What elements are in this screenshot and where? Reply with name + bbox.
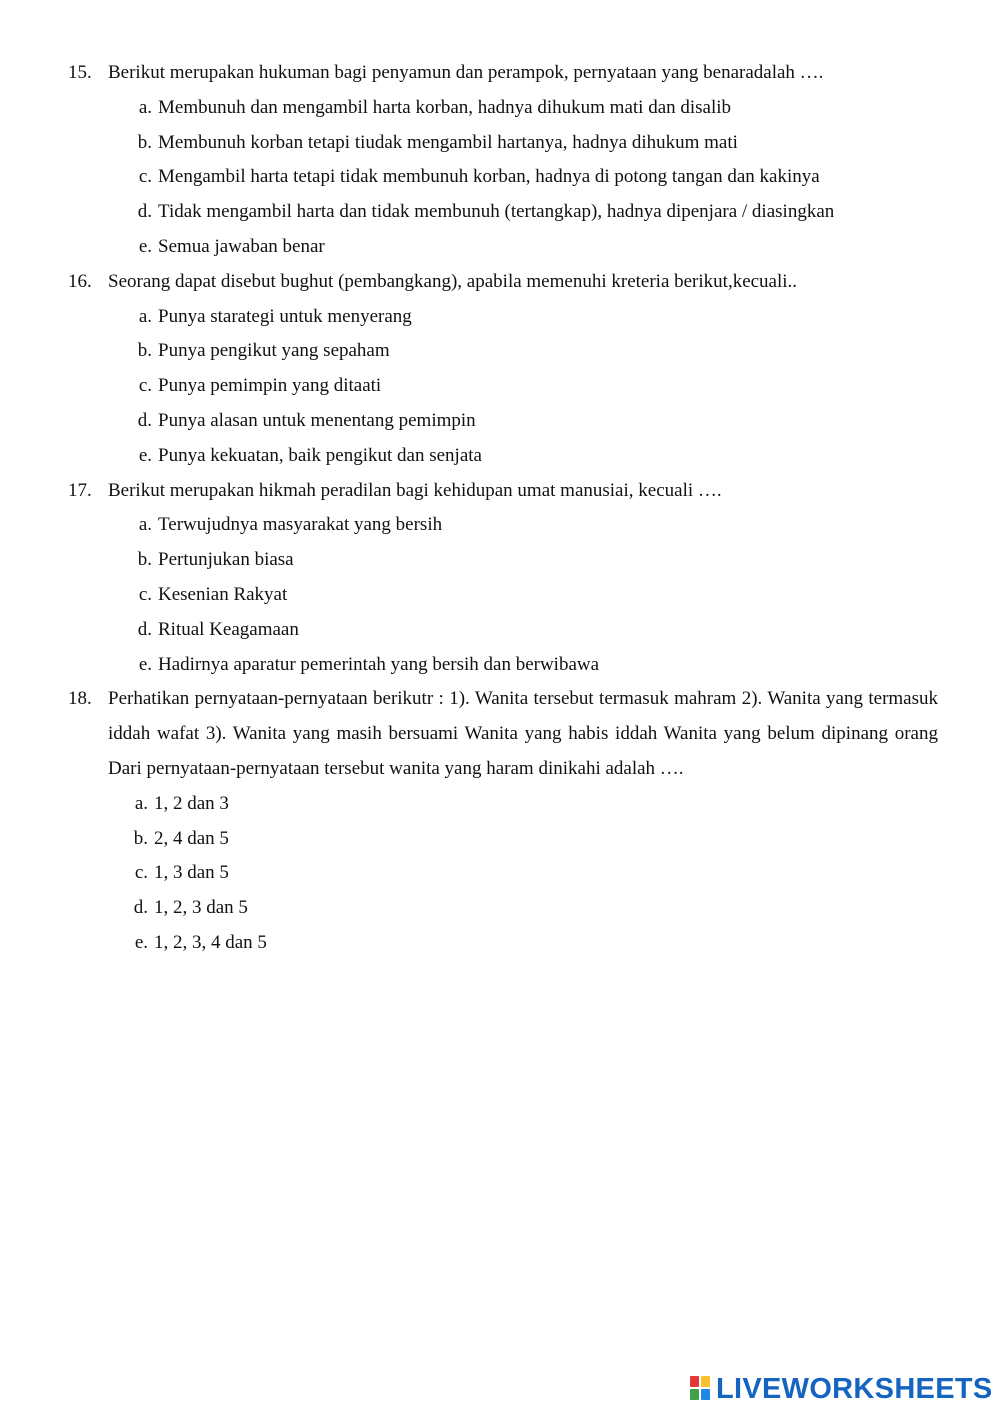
option-text: Ritual Keagamaan [158, 618, 299, 640]
option-text: Punya starategi untuk menyerang [158, 305, 412, 327]
option-letter: a. [138, 96, 152, 118]
option-letter: d. [133, 897, 148, 919]
question-text: Seorang dapat disebut bughut (pembangkang), apabila memenuhi kreteria berikut,kecuali.. [108, 270, 798, 292]
option-d [0, 195, 999, 230]
option-letter: b. [137, 340, 152, 362]
option-letter: c. [138, 166, 152, 188]
option-text: Mengambil harta tetapi tidak membunuh korban, hadnya di potong tangan dan kakinya [158, 166, 820, 188]
option-text: Tidak mengambil harta dan tidak membunuh (tertangkap), hadnya dipenjara / diasingkan [158, 201, 835, 223]
option-list [0, 91, 999, 265]
option-text: Membunuh korban tetapi tiudak mengambil hartanya, hadnya dihukum mati [158, 131, 738, 153]
question-18 [0, 682, 999, 960]
option-letter: e. [138, 653, 152, 675]
option-letter: d. [137, 201, 152, 223]
option-text: 2, 4 dan 5 [154, 827, 229, 849]
option-letter: a. [138, 305, 152, 327]
option-c [0, 856, 999, 891]
question-text: Berikut merupakan hikmah peradilan bagi kehidupan umat manusiai, kecuali …. [108, 479, 722, 501]
option-list [0, 300, 999, 474]
option-b [0, 822, 999, 857]
option-list [0, 787, 999, 961]
question-15 [0, 56, 999, 265]
option-text: Membunuh dan mengambil harta korban, hadnya dihukum mati dan disalib [158, 96, 732, 118]
option-letter: d. [137, 618, 152, 640]
option-text: Kesenian Rakyat [158, 583, 288, 605]
option-e [0, 648, 999, 683]
option-a [0, 787, 999, 822]
option-a [0, 91, 999, 126]
option-letter: a. [138, 514, 152, 536]
question-16 [0, 265, 999, 474]
liveworksheets-logo-icon [690, 1376, 712, 1402]
option-text: 1, 2, 3, 4 dan 5 [154, 931, 267, 953]
option-text: 1, 2, 3 dan 5 [154, 897, 248, 919]
option-b [0, 334, 999, 369]
option-letter: b. [137, 131, 152, 153]
option-letter: c. [134, 862, 148, 884]
option-letter: c. [138, 583, 152, 605]
option-letter: b. [133, 827, 148, 849]
liveworksheets-logo[interactable] [690, 1372, 993, 1406]
question-number: 18. [68, 688, 92, 710]
option-e [0, 926, 999, 961]
option-letter: a. [134, 792, 148, 814]
worksheet-page [0, 56, 999, 961]
option-text: Punya kekuatan, baik pengikut dan senjata [158, 444, 482, 466]
option-b [0, 126, 999, 161]
option-d [0, 404, 999, 439]
option-letter: e. [138, 444, 152, 466]
option-letter: d. [137, 409, 152, 431]
option-text: 1, 2 dan 3 [154, 792, 229, 814]
option-d [0, 891, 999, 926]
option-list [0, 508, 999, 682]
option-d [0, 613, 999, 648]
option-letter: e. [134, 931, 148, 953]
option-c [0, 578, 999, 613]
option-b [0, 543, 999, 578]
option-e [0, 439, 999, 474]
option-a [0, 508, 999, 543]
option-text: Punya pengikut yang sepaham [158, 340, 390, 362]
option-letter: e. [138, 235, 152, 257]
question-number: 16. [68, 270, 92, 292]
option-text: Semua jawaban benar [158, 235, 325, 257]
question-17 [0, 474, 999, 683]
option-letter: c. [138, 375, 152, 397]
option-text: Punya alasan untuk menentang pemimpin [158, 409, 476, 431]
question-number: 15. [68, 62, 92, 83]
option-c [0, 369, 999, 404]
question-number: 17. [68, 479, 92, 501]
option-a [0, 300, 999, 335]
option-text: Punya pemimpin yang ditaati [158, 375, 382, 397]
logo-text: LIVEWORKSHEETS [716, 1372, 993, 1405]
option-text: Terwujudnya masyarakat yang bersih [158, 514, 443, 536]
option-text: 1, 3 dan 5 [154, 862, 229, 884]
question-text: Perhatikan pernyataan-pernyataan berikutr : 1). Wanita tersebut termasuk mahram 2). Wanita yang termasuk iddah wafat 3). Wanita yang masih bersuami Wanita yang habis iddah Wanita yang belum dipinang orang Dari pernyataan-pernyataan tersebut wanita yang haram dinikahi adalah …. [108, 688, 938, 779]
question-text: Berikut merupakan hukuman bagi penyamun dan perampok, pernyataan yang benaradalah …. [108, 62, 824, 83]
option-e [0, 230, 999, 265]
option-letter: b. [137, 549, 152, 571]
option-text: Hadirnya aparatur pemerintah yang bersih dan berwibawa [158, 653, 600, 675]
option-c [0, 160, 999, 195]
option-text: Pertunjukan biasa [158, 549, 294, 571]
